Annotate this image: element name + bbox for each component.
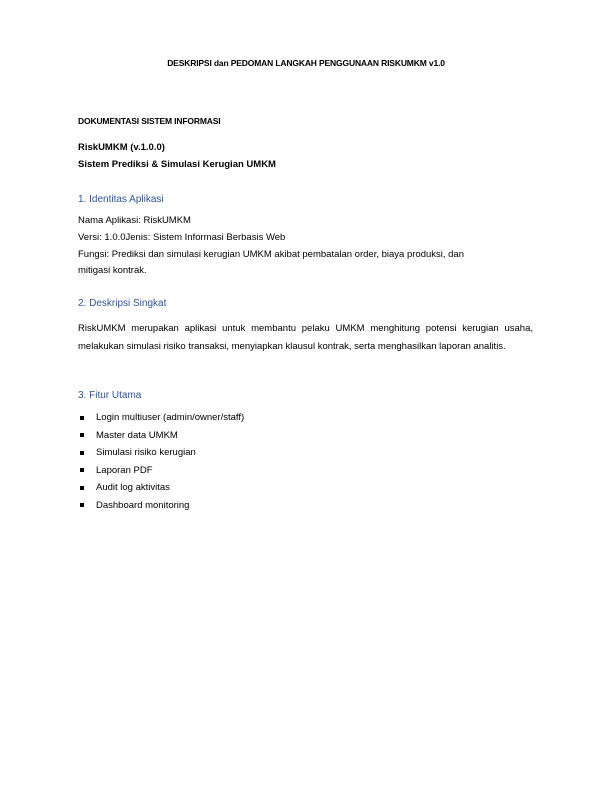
bullet-icon [80,433,84,437]
bullet-icon [80,451,84,455]
section-heading-identity: 1. Identitas Aplikasi [78,194,164,205]
bullet-icon [80,416,84,420]
identity-line-function-cont: mitigasi kontrak. [78,265,147,276]
feature-label: Simulasi risiko kerugian [96,447,196,459]
bullet-icon [80,468,84,472]
section-heading-features: 3. Fitur Utama [78,390,142,401]
feature-list [78,409,244,514]
list-item [78,427,244,445]
list-item [78,462,244,480]
system-doc-label: DOKUMENTASI SISTEM INFORMASI [78,116,221,126]
identity-line-function: Fungsi: Prediksi dan simulasi kerugian UMKM akibat pembatalan order, biaya produksi, dan [78,249,465,260]
feature-label: Laporan PDF [96,464,153,476]
list-item [78,409,244,427]
document-title: DESKRIPSI dan PEDOMAN LANGKAH PENGGUNAAN RISKUMKM v1.0 [167,58,445,68]
description-paragraph: RiskUMKM merupakan aplikasi untuk membantu pelaku UMKM menghitung potensi kerugian usaha, melakukan simulasi risiko transaksi, menyiapkan klausul kontrak, serta menghasilkan laporan analitis. [78,323,533,352]
bullet-icon [80,486,84,490]
feature-label: Dashboard monitoring [96,499,190,511]
identity-line-name: Nama Aplikasi: RiskUMKM [78,215,191,226]
feature-label: Login multiuser (admin/owner/staff) [96,412,245,424]
list-item [78,497,244,515]
list-item [78,444,244,462]
section-heading-description: 2. Deskripsi Singkat [78,298,167,309]
app-version: RiskUMKM (v.1.0.0) [78,142,165,153]
identity-line-version: Versi: 1.0.0Jenis: Sistem Informasi Berbasis Web [78,232,286,243]
list-item [78,479,244,497]
bullet-icon [80,503,84,507]
feature-label: Audit log aktivitas [96,482,170,494]
app-subtitle: Sistem Prediksi & Simulasi Kerugian UMKM [78,159,276,170]
feature-label: Master data UMKM [96,429,178,441]
